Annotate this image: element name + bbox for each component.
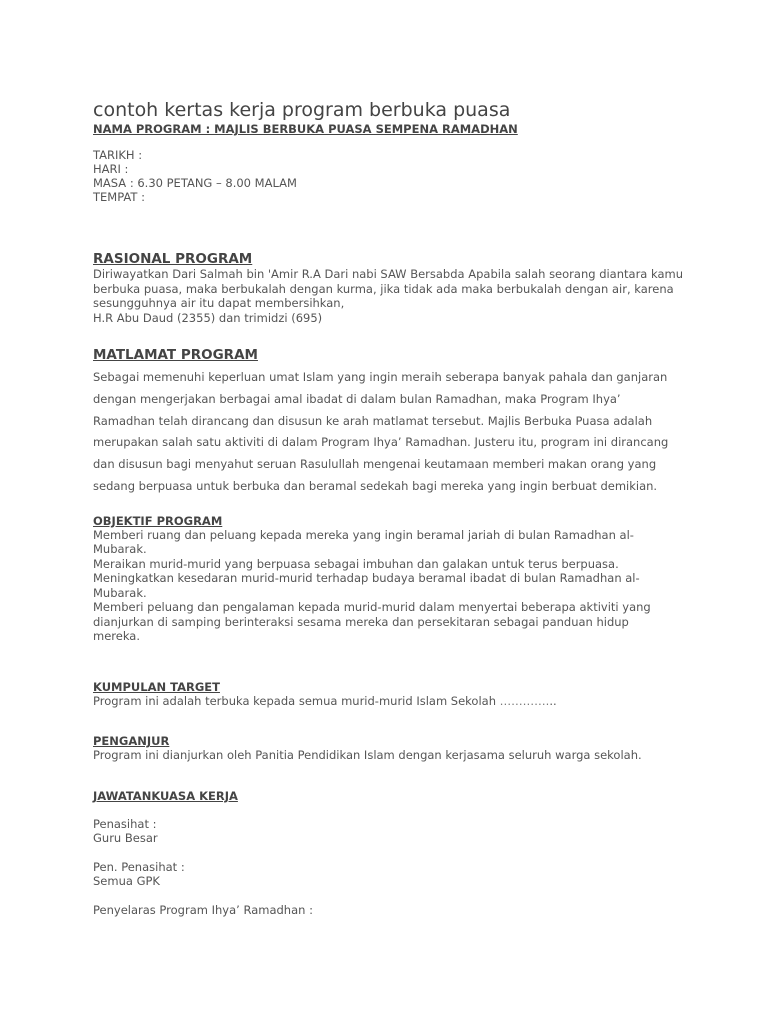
meta-tempat: TEMPAT : — [93, 190, 145, 204]
document-page — [93, 98, 683, 917]
matlamat-line: dan disusun bagi menyahut seruan Rasulullah mengenai keutamaan memberi makan orang yang — [93, 457, 657, 472]
penganjur-text: Program ini dianjurkan oleh Panitia Pendidikan Islam dengan kerjasama seluruh warga sekolah. — [93, 748, 642, 763]
program-meta — [93, 148, 683, 204]
penasihat-value: Guru Besar — [93, 831, 158, 846]
rasional-line: berbuka puasa, maka berbukalah dengan kurma, jika tidak ada maka berbukalah dengan air, karena — [93, 281, 674, 296]
rasional-line: Diriwayatkan Dari Salmah bin 'Amir R.A Dari nabi SAW Bersabda Apabila salah seorang diantara kamu — [93, 267, 684, 281]
penasihat-block — [93, 817, 683, 846]
objektif-line: mereka. — [93, 629, 140, 644]
section-jawatankuasa — [93, 789, 683, 918]
objektif-line: Meningkatkan kesedaran murid-murid terhadap budaya beramal ibadat di bulan Ramadhan al- — [93, 571, 640, 586]
penyelaras-block — [93, 903, 683, 918]
objektif-text — [93, 528, 683, 644]
objektif-line: dianjurkan di samping berinteraksi sesama mereka dan persekitaran sebagai panduan hidup — [93, 614, 629, 629]
penyelaras-label: Penyelaras Program Ihya’ Ramadhan : — [93, 902, 313, 917]
matlamat-text — [93, 367, 683, 498]
jawatankuasa-heading: JAWATANKUASA KERJA — [93, 788, 238, 803]
section-kumpulan-target — [93, 680, 683, 709]
pen-penasihat-value: Semua GPK — [93, 874, 160, 889]
objektif-line: Memberi ruang dan peluang kepada mereka yang ingin beramal jariah di bulan Ramadhan al- — [93, 527, 634, 542]
kumpulan-dots: …………. — [499, 693, 550, 708]
meta-tarikh: TARIKH : — [93, 148, 143, 162]
matlamat-line: merupakan salah satu aktiviti di dalam Program Ihya’ Ramadhan. Justeru itu, program ini dirancang — [93, 435, 669, 450]
objektif-line: Mubarak. — [93, 585, 147, 600]
kumpulan-text: Program ini adalah terbuka kepada semua murid-murid Islam Sekolah …………... — [93, 693, 557, 708]
kumpulan-heading: KUMPULAN TARGET — [93, 679, 220, 694]
section-matlamat — [93, 347, 683, 498]
objektif-line: Memberi peluang dan pengalaman kepada murid-murid dalam menyertai beberapa aktiviti yang — [93, 600, 651, 615]
section-rasional — [93, 251, 683, 325]
matlamat-line: Ramadhan telah dirancang dan disusun ke arah matlamat tersebut. Majlis Berbuka Puasa adalah — [93, 413, 653, 428]
section-objektif — [93, 514, 683, 644]
rasional-line: sesungguhnya air itu dapat membersihkan, — [93, 296, 345, 310]
meta-hari: HARI : — [93, 162, 129, 176]
kumpulan-line: Program ini adalah terbuka kepada semua murid-murid Islam Sekolah — [93, 693, 500, 708]
objektif-line: Mubarak. — [93, 542, 147, 557]
penganjur-heading: PENGANJUR — [93, 734, 170, 749]
matlamat-line: Sebagai memenuhi keperluan umat Islam yang ingin meraih seberapa banyak pahala dan ganjaran — [93, 370, 668, 384]
meta-masa: MASA : 6.30 PETANG – 8.00 MALAM — [93, 176, 297, 190]
pen-penasihat-block — [93, 860, 683, 889]
rasional-heading: RASIONAL PROGRAM — [93, 251, 253, 267]
objektif-heading: OBJEKTIF PROGRAM — [93, 513, 223, 528]
rasional-text — [93, 267, 683, 325]
rasional-line: H.R Abu Daud (2355) dan trimidzi (695) — [93, 310, 323, 325]
matlamat-heading: MATLAMAT PROGRAM — [93, 347, 258, 363]
penasihat-label: Penasihat : — [93, 816, 157, 831]
objektif-line: Meraikan murid-murid yang berpuasa sebagai imbuhan dan galakan untuk terus berpuasa. — [93, 556, 619, 571]
matlamat-line: dengan mengerjakan berbagai amal ibadat di dalam bulan Ramadhan, maka Program Ihya’ — [93, 391, 621, 406]
document-title: contoh kertas kerja program berbuka puasa — [93, 99, 511, 121]
section-penganjur — [93, 734, 683, 763]
matlamat-line: sedang berpuasa untuk berbuka dan beramal sedekah bagi mereka yang ingin berbuat demikian. — [93, 478, 658, 493]
pen-penasihat-label: Pen. Penasihat : — [93, 859, 185, 874]
program-name: NAMA PROGRAM : MAJLIS BERBUKA PUASA SEMPENA RAMADHAN — [93, 122, 518, 136]
